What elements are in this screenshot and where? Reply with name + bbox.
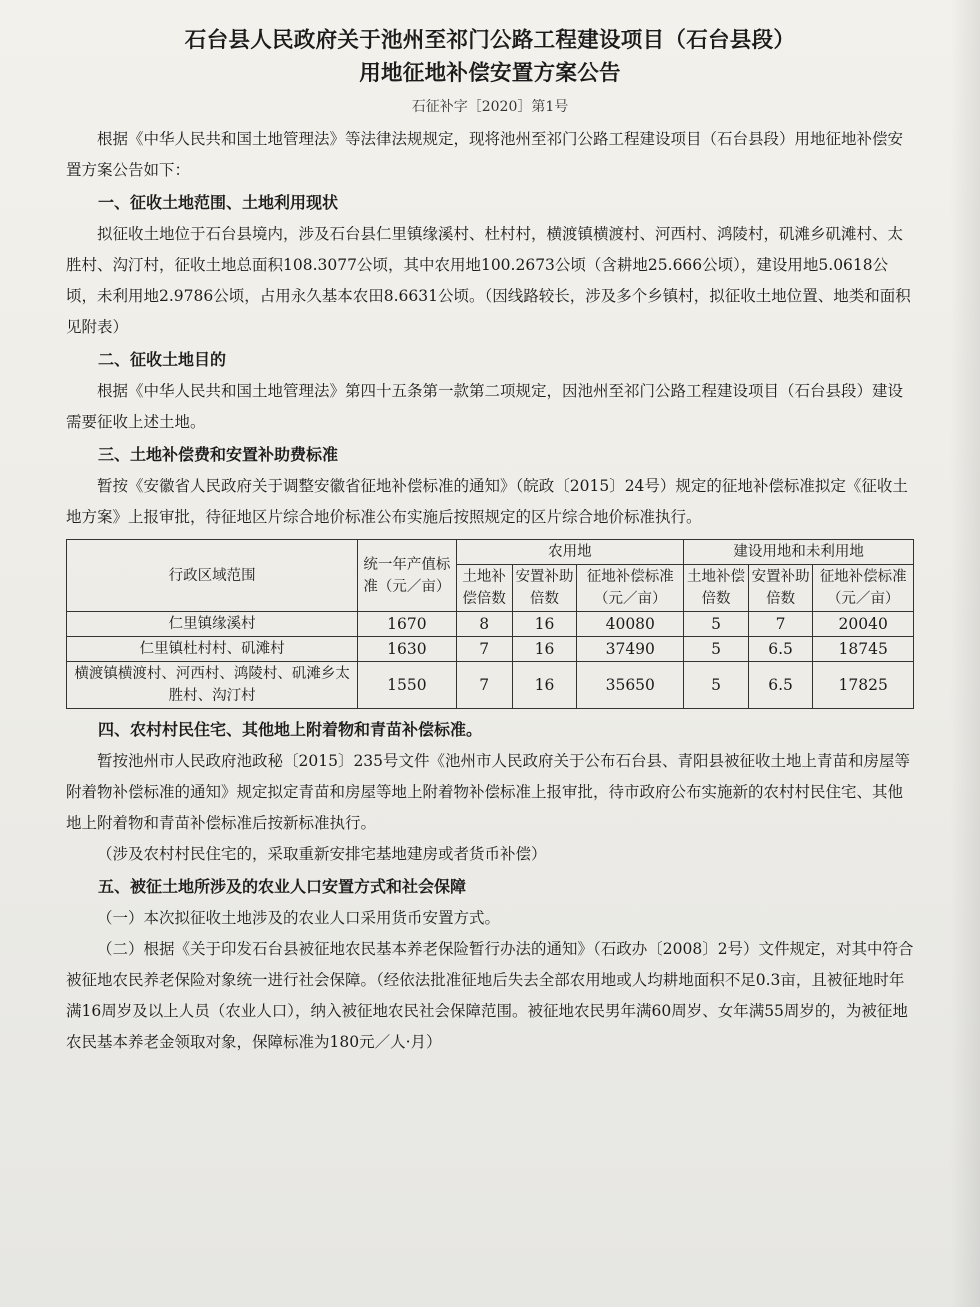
row-c-land: 5 <box>684 662 749 709</box>
row-f-land: 7 <box>456 637 512 662</box>
row-c-land: 5 <box>684 612 749 637</box>
row-c-std: 18745 <box>813 637 914 662</box>
header-region: 行政区域范围 <box>67 540 358 612</box>
row-f-std: 37490 <box>577 637 684 662</box>
header-farmland: 农用地 <box>456 540 684 565</box>
row-f-std: 40080 <box>577 612 684 637</box>
header-f-std: 征地补偿标准（元／亩） <box>577 565 684 612</box>
table-header-row <box>67 540 914 565</box>
compensation-table <box>66 539 914 709</box>
section-2-body: 根据《中华人民共和国土地管理法》第四十五条第一款第二项规定，因池州至祁门公路工程建设项目（石台县段）建设需要征收上述土地。 <box>66 382 904 431</box>
table-row <box>67 662 914 709</box>
title-line-1: 石台县人民政府关于池州至祁门公路工程建设项目（石台县段） <box>184 28 796 53</box>
row-unified: 1550 <box>358 662 456 709</box>
header-c-std: 征地补偿标准（元／亩） <box>813 565 914 612</box>
row-c-resettle: 7 <box>748 612 813 637</box>
section-4-body: 暂按池州市人民政府池政秘〔2015〕235号文件《池州市人民政府关于公布石台县、青阳县被征收土地上青苗和房屋等附着物补偿标准的通知》规定拟定青苗和房屋等地上附着物补偿标准上报审批，待市政府公布实施新的农村村民住宅、其他地上附着物和青苗补偿标准后按新标准执行。 <box>66 752 911 832</box>
row-c-land: 5 <box>684 637 749 662</box>
section-1-body: 拟征收土地位于石台县境内，涉及石台县仁里镇缘溪村、杜村村，横渡镇横渡村、河西村、鸿陵村，矶滩乡矶滩村、太胜村、沟汀村，征收土地总面积108.3077公顷，其中农用地100.2673公顷（含耕地25.666公顷），建设用地5.0618公顷，未利用地2.9786公顷，占用永久基本农田8.6631公顷。（因线路较长，涉及多个乡镇村，拟征收土地位置、地类和面积见附表） <box>66 225 911 336</box>
section-4-note: （涉及农村村民住宅的，采取重新安排宅基地建房或者货币补偿） <box>97 845 547 863</box>
section-5-item-2: （二）根据《关于印发石台县被征地农民基本养老保险暂行办法的通知》（石政办〔2008〕2号）文件规定，对其中符合被征地农民养老保险对象统一进行社会保障。（经依法批准征地后失去全部农用地或人均耕地面积不足0.3亩，且被征地时年满16周岁及以上人员（农业人口），纳入被征地农民社会保障范围。被征地农民男年满60周岁、女年满55周岁的，为被征地农民基本养老金领取对象，保障标准为180元／人·月） <box>66 940 914 1051</box>
row-region: 仁里镇杜村村、矶滩村 <box>67 637 358 662</box>
header-construction: 建设用地和未利用地 <box>684 540 914 565</box>
header-f-resettle: 安置补助倍数 <box>512 565 577 612</box>
header-c-resettle: 安置补助倍数 <box>748 565 813 612</box>
section-3-body: 暂按《安徽省人民政府关于调整安徽省征地补偿标准的通知》（皖政〔2015〕24号）规定的征地补偿标准拟定《征收土地方案》上报审批，待征地区片综合地价标准公布实施后按照规定的区片综合地价标准执行。 <box>66 477 908 526</box>
row-f-land: 7 <box>456 662 512 709</box>
row-unified: 1630 <box>358 637 456 662</box>
row-region: 横渡镇横渡村、河西村、鸿陵村、矶滩乡太胜村、沟汀村 <box>67 662 358 709</box>
section-2-heading: 二、征收土地目的 <box>98 350 227 369</box>
row-c-std: 17825 <box>813 662 914 709</box>
doc-number: 石征补字［2020］第1号 <box>411 99 569 115</box>
row-unified: 1670 <box>358 612 456 637</box>
title-line-2: 用地征地补偿安置方案公告 <box>359 61 621 86</box>
header-c-land: 土地补偿倍数 <box>684 565 749 612</box>
header-unified: 统一年产值标准（元／亩） <box>358 540 456 612</box>
table-row <box>67 612 914 637</box>
row-region: 仁里镇缘溪村 <box>67 612 358 637</box>
page-edge-shadow <box>950 0 980 1307</box>
section-4-heading: 四、农村村民住宅、其他地上附着物和青苗补偿标准。 <box>98 720 483 739</box>
row-f-resettle: 16 <box>512 637 577 662</box>
row-c-resettle: 6.5 <box>748 662 813 709</box>
section-5-item-1: （一）本次拟征收土地涉及的农业人口采用货币安置方式。 <box>97 909 501 927</box>
row-f-land: 8 <box>456 612 512 637</box>
intro-paragraph: 根据《中华人民共和国土地管理法》等法律法规规定，现将池州至祁门公路工程建设项目（石台县段）用地征地补偿安置方案公告如下： <box>66 130 904 179</box>
row-f-resettle: 16 <box>512 612 577 637</box>
header-f-land: 土地补偿倍数 <box>456 565 512 612</box>
row-c-resettle: 6.5 <box>748 637 813 662</box>
row-f-resettle: 16 <box>512 662 577 709</box>
row-c-std: 20040 <box>813 612 914 637</box>
section-1-heading: 一、征收土地范围、土地利用现状 <box>98 193 339 212</box>
section-3-heading: 三、土地补偿费和安置补助费标准 <box>98 445 339 464</box>
row-f-std: 35650 <box>577 662 684 709</box>
table-row <box>67 637 914 662</box>
section-5-heading: 五、被征土地所涉及的农业人口安置方式和社会保障 <box>98 877 467 896</box>
